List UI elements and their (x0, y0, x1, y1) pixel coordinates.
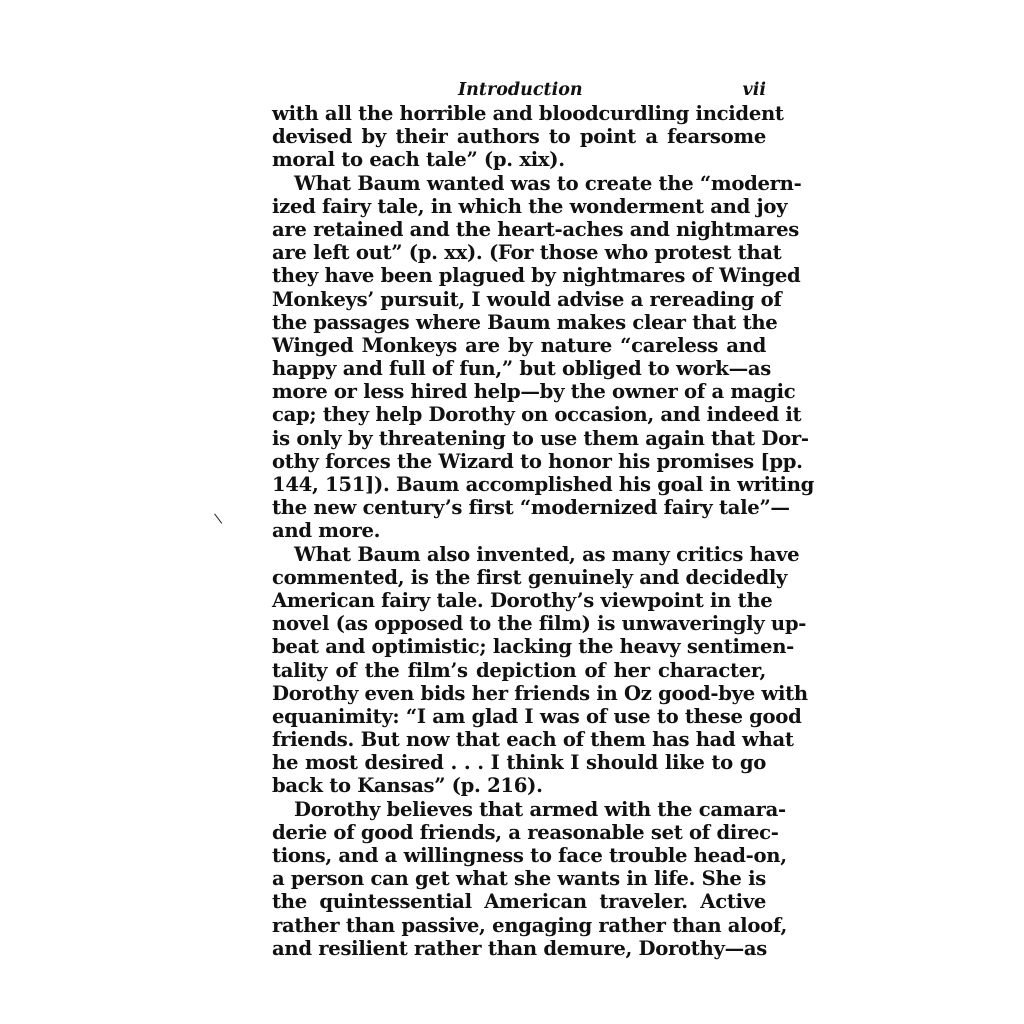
text-line: more or less hired help—by the owner of a magic (272, 380, 796, 404)
text-line: Dorothy even bids her friends in Oz good-bye with (272, 681, 808, 705)
text-line: Monkeys’ pursuit, I would advise a rereading of (272, 287, 782, 311)
text-line: the new century’s first “modernized fairy tale”— (272, 496, 790, 520)
text-line: is only by threatening to use them again that Dor- (272, 426, 809, 450)
text-line: and more. (272, 519, 381, 543)
text-line: Winged Monkeys are by nature “careless and (272, 333, 766, 357)
text-line: What Baum also invented, as many critics have (294, 542, 800, 566)
text-line: derie of good friends, a reasonable set of direc- (272, 820, 779, 844)
text-line: back to Kansas” (p. 216). (272, 774, 543, 798)
text-line: tality of the film’s depiction of her character, (272, 658, 766, 682)
running-head (272, 78, 766, 102)
text-line: cap; they help Dorothy on occasion, and indeed it (272, 403, 802, 427)
text-line: moral to each tale” (p. xix). (272, 148, 565, 172)
text-line: tions, and a willingness to face trouble head-on, (272, 844, 787, 867)
margin-mark: \ (213, 510, 224, 528)
text-line: equanimity: “I am glad I was of use to these good (272, 704, 802, 728)
text-line: are retained and the heart-aches and nightmares (272, 217, 799, 241)
text-line: beat and optimistic; lacking the heavy sentimen- (272, 635, 794, 659)
text-line: novel (as opposed to the film) is unwaveringly up- (272, 612, 807, 636)
text-line: friends. But now that each of them has had what (272, 728, 794, 752)
text-line: they have been plagued by nightmares of Winged (272, 264, 801, 288)
text-line: Dorothy believes that armed with the camara- (294, 797, 786, 821)
text-line: he most desired . . . I think I should like to go (272, 751, 766, 775)
text-line: ized fairy tale, in which the wonderment and joy (272, 194, 788, 218)
text-line: rather than passive, engaging rather than aloof, (272, 913, 788, 937)
text-line: with all the horrible and bloodcurdling incident (272, 102, 784, 125)
text-line: othy forces the Wizard to honor his promises [pp. (272, 449, 803, 473)
text-line: American fairy tale. Dorothy’s viewpoint in the (272, 588, 773, 612)
running-head-title: Introduction (458, 80, 583, 100)
text-line: devised by their authors to point a fearsome (272, 125, 766, 149)
text-line: the passages where Baum makes clear that the (272, 310, 778, 334)
body-text (272, 102, 815, 960)
text-line: commented, is the first genuinely and decidedly (272, 565, 788, 589)
page-number: vii (742, 80, 766, 100)
text-line: the quintessential American traveler. Active (272, 890, 766, 914)
text-line: and resilient rather than demure, Dorothy—as (272, 936, 768, 960)
text-line: What Baum wanted was to create the “modern- (294, 171, 802, 195)
text-line: a person can get what she wants in life. She is (272, 867, 766, 891)
text-line: 144, 151]). Baum accomplished his goal in writing (272, 473, 815, 496)
book-page (272, 78, 815, 960)
text-line: are left out” (p. xx). (For those who protest that (272, 241, 782, 265)
text-line: happy and full of fun,” but obliged to work—as (272, 357, 772, 381)
